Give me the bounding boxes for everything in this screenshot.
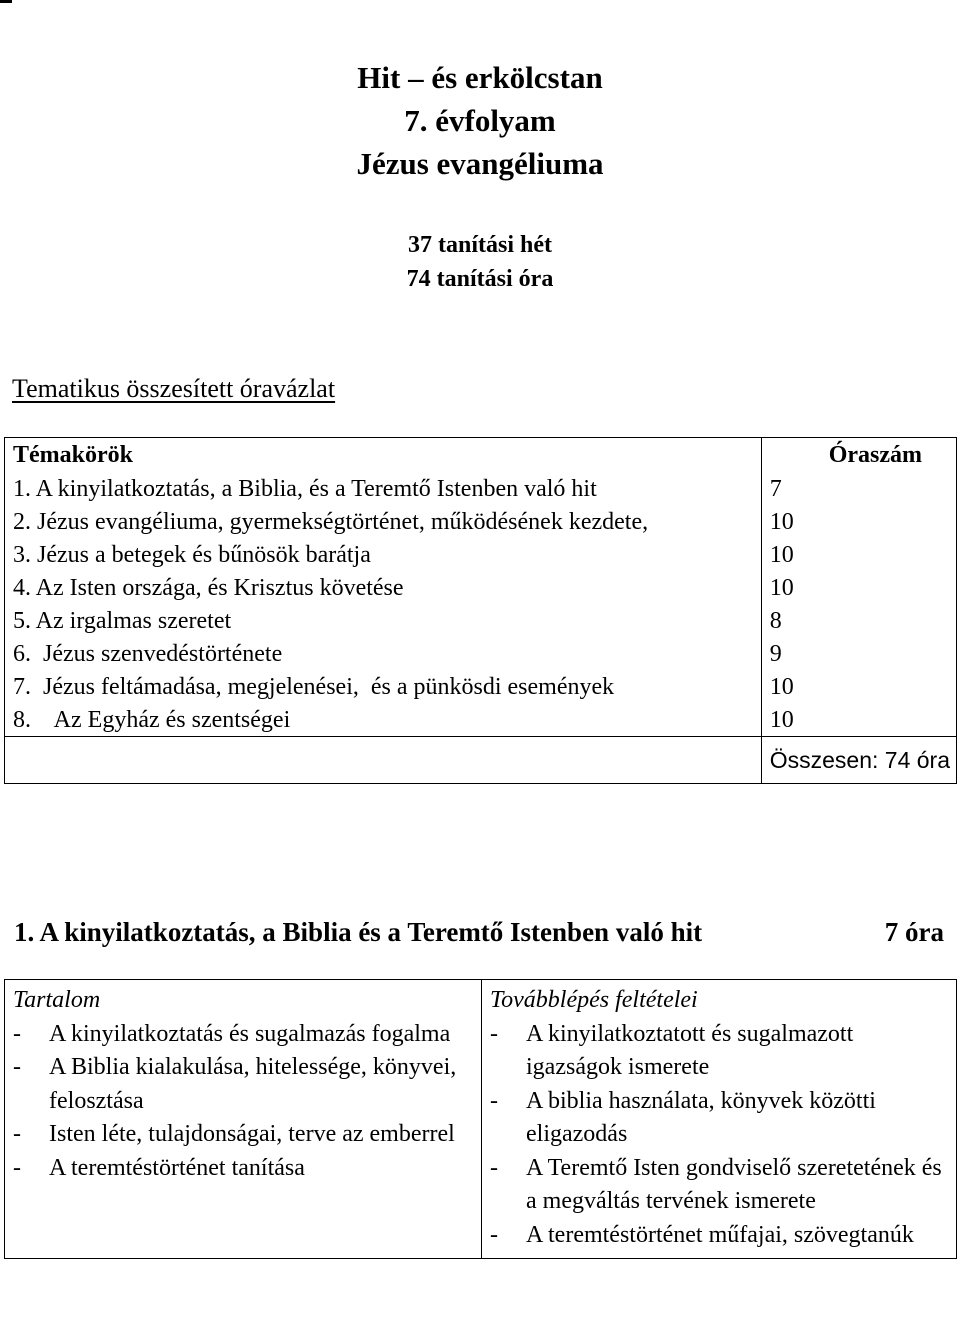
row-topic: 1. A kinyilatkoztatás, a Biblia, és a Teremtő Istenben való hit	[5, 472, 762, 505]
list-item-text: A kinyilatkoztatott és sugalmazott igazságok ismerete	[526, 1020, 854, 1080]
content-column	[5, 980, 482, 1259]
content-column-header: Tartalom	[13, 987, 101, 1013]
row-hours: 10	[761, 538, 956, 571]
bullet-dash: -	[490, 1221, 498, 1248]
row-hours: 10	[761, 505, 956, 538]
summary-table	[4, 437, 957, 784]
corner-mark	[0, 0, 12, 3]
list-item-text: A teremtéstörténet tanítása	[49, 1154, 305, 1181]
total-spacer	[5, 737, 762, 784]
table-row	[5, 604, 957, 637]
list-item-text: A biblia használata, könyvek közötti eligazodás	[526, 1087, 876, 1147]
unit-heading	[14, 914, 944, 950]
list-item-text: A teremtéstörténet műfajai, szövegtanúk	[526, 1221, 914, 1248]
row-topic: 6. Jézus szenvedéstörténete	[5, 637, 762, 670]
table-row	[5, 637, 957, 670]
bullet-dash: -	[13, 1054, 21, 1080]
list-item	[490, 1219, 948, 1253]
unit-hours: 7 óra	[884, 917, 944, 947]
summary-total-row	[5, 737, 957, 784]
list-item	[13, 1118, 473, 1152]
list-item-text: A Biblia kialakulása, hitelessége, könyvei, felosztása	[49, 1054, 457, 1114]
summary-heading: Tematikus összesített óravázlat	[12, 374, 336, 403]
list-item	[490, 1085, 948, 1152]
col-topic-header: Témakörök	[5, 438, 762, 473]
table-row	[5, 538, 957, 571]
row-hours: 8	[761, 604, 956, 637]
list-item	[13, 1051, 473, 1118]
bullet-dash: -	[490, 1154, 498, 1181]
document-title-line-3: Jézus evangéliuma	[356, 146, 604, 181]
bullet-dash: -	[13, 1020, 21, 1047]
row-hours: 10	[761, 670, 956, 703]
bullet-dash: -	[13, 1121, 21, 1147]
list-item	[13, 1018, 473, 1052]
subtitle-weeks: 37 tanítási hét	[408, 232, 552, 258]
bullet-dash: -	[490, 1020, 498, 1047]
requirements-column-header: Továbblépés feltételei	[490, 987, 698, 1013]
table-row	[5, 472, 957, 505]
list-item-text: Isten léte, tulajdonságai, terve az emberrel	[49, 1121, 455, 1147]
bullet-dash: -	[13, 1154, 21, 1181]
requirements-column	[482, 980, 957, 1259]
list-item-text: A Teremtő Isten gondviselő szeretetének és a megváltás tervének ismerete	[526, 1154, 942, 1214]
row-topic: 4. Az Isten országa, és Krisztus követése	[5, 571, 762, 604]
document-title-line-2: 7. évfolyam	[404, 103, 556, 138]
list-item-text: A kinyilatkoztatás és sugalmazás fogalma	[49, 1020, 451, 1047]
row-topic: 2. Jézus evangéliuma, gyermekségtörténet, működésének kezdete,	[5, 505, 762, 538]
bullet-dash: -	[490, 1087, 498, 1114]
document-title-line-1: Hit – és erkölcstan	[357, 60, 603, 95]
total-hours: Összesen: 74 óra	[761, 737, 956, 784]
table-row	[5, 670, 957, 703]
row-hours: 10	[761, 571, 956, 604]
unit-content-table	[4, 979, 957, 1259]
row-hours: 7	[761, 472, 956, 505]
list-item	[490, 1018, 948, 1085]
list-item	[490, 1152, 948, 1219]
row-topic: 5. Az irgalmas szeretet	[5, 604, 762, 637]
table-row	[5, 703, 957, 737]
table-row	[5, 571, 957, 604]
subtitle-lessons: 74 tanítási óra	[406, 266, 554, 292]
list-item	[13, 1152, 473, 1186]
row-topic: 7. Jézus feltámadása, megjelenései, és a pünkösdi események	[5, 670, 762, 703]
row-hours: 9	[761, 637, 956, 670]
unit-title: 1. A kinyilatkoztatás, a Biblia és a Teremtő Istenben való hit	[14, 917, 703, 947]
table-row	[5, 505, 957, 538]
col-hours-header: Óraszám	[761, 438, 956, 473]
row-topic: 8. Az Egyház és szentségei	[5, 703, 762, 737]
row-topic: 3. Jézus a betegek és bűnösök barátja	[5, 538, 762, 571]
row-hours: 10	[761, 703, 956, 737]
summary-table-header	[5, 438, 957, 473]
